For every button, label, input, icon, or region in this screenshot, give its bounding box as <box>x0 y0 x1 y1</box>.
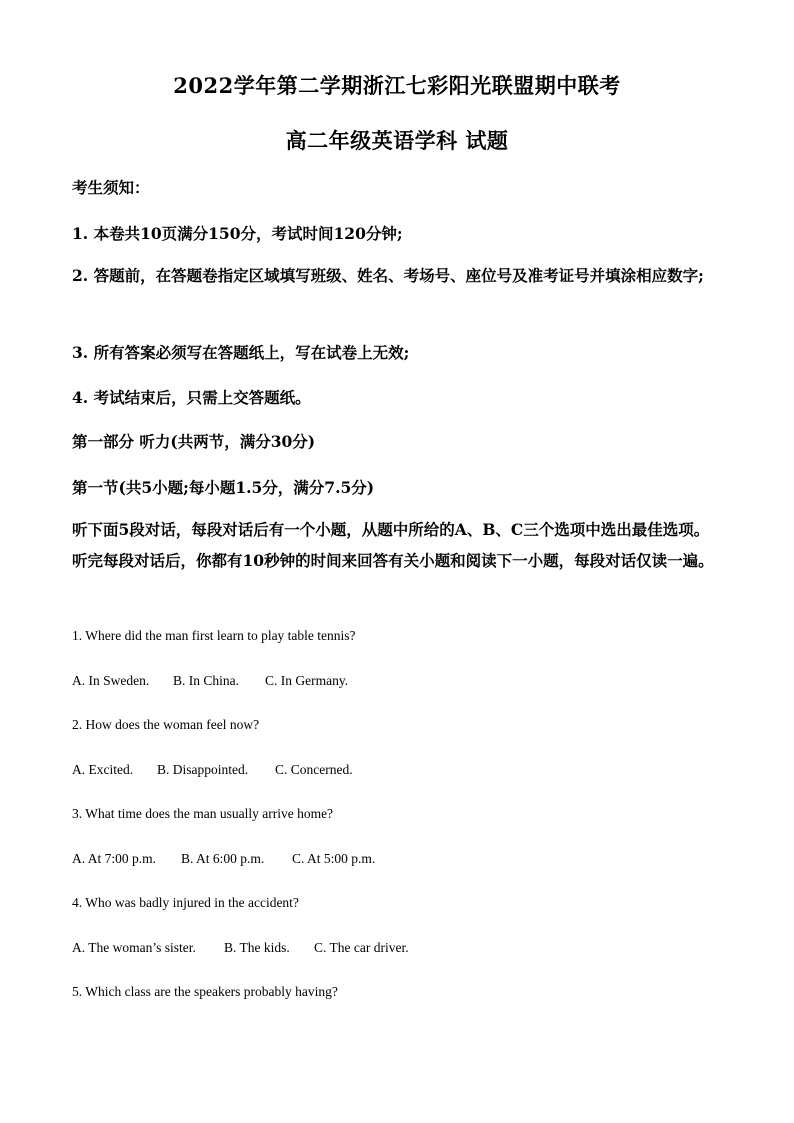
question-4-stem: 4. Who was badly injured in the accident? <box>72 895 299 910</box>
question-5-stem: 5. Which class are the speakers probably having? <box>72 984 338 999</box>
question-2-option-a: A. Excited. <box>72 762 134 777</box>
section-part-heading: 第一部分 听力(共两节，满分30分) <box>72 432 316 451</box>
question-3-stem: 3. What time does the man usually arrive home? <box>72 806 334 821</box>
section-subsection-heading: 第一节(共5小题;每小题1.5分，满分7.5分) <box>72 478 375 497</box>
exam-subtitle: 高二年级英语学科 试题 <box>285 128 509 153</box>
question-3-option-c: C. At 5:00 p.m. <box>292 851 376 866</box>
question-2-stem: 2. How does the woman feel now? <box>72 717 260 732</box>
question-1-option-b: B. In China. <box>173 673 239 688</box>
question-2-options <box>72 762 353 778</box>
notice-item-2: 2. 答题前，在答题卷指定区域填写班级、姓名、考场号、座位号及准考证号并填涂相应数字; <box>72 266 704 285</box>
question-3-options <box>72 851 375 867</box>
question-4-options <box>72 940 409 956</box>
question-2-option-b: B. Disappointed. <box>157 762 249 777</box>
question-4-option-c: C. The car driver. <box>314 940 409 955</box>
notice-item-4: 4. 考试结束后，只需上交答题纸。 <box>72 388 311 407</box>
question-1-stem: 1. Where did the man first learn to play table tennis? <box>72 628 356 643</box>
notice-heading: 考生须知： <box>72 178 150 197</box>
notice-item-1: 1. 本卷共10页满分150分，考试时间120分钟; <box>72 224 403 243</box>
section-instructions: 听下面5段对话，每段对话后有一个小题，从题中所给的A、B、C三个选项中选出最佳选项。听完每段对话后，你都有10秒钟的时间来回答有关小题和阅读下一小题，每段对话仅读一遍。 <box>72 520 714 570</box>
question-1-option-c: C. In Germany. <box>265 673 349 688</box>
question-4-option-b: B. The kids. <box>224 940 290 955</box>
exam-title: 2022学年第二学期浙江七彩阳光联盟期中联考 <box>173 73 621 98</box>
notice-item-3: 3. 所有答案必须写在答题纸上，写在试卷上无效; <box>72 343 410 362</box>
question-4-option-a: A. The woman’s sister. <box>72 940 196 955</box>
question-2-option-c: C. Concerned. <box>275 762 353 777</box>
question-1-options <box>72 673 348 689</box>
question-3-option-a: A. At 7:00 p.m. <box>72 851 157 866</box>
question-1-option-a: A. In Sweden. <box>72 673 150 688</box>
question-3-option-b: B. At 6:00 p.m. <box>181 851 265 866</box>
